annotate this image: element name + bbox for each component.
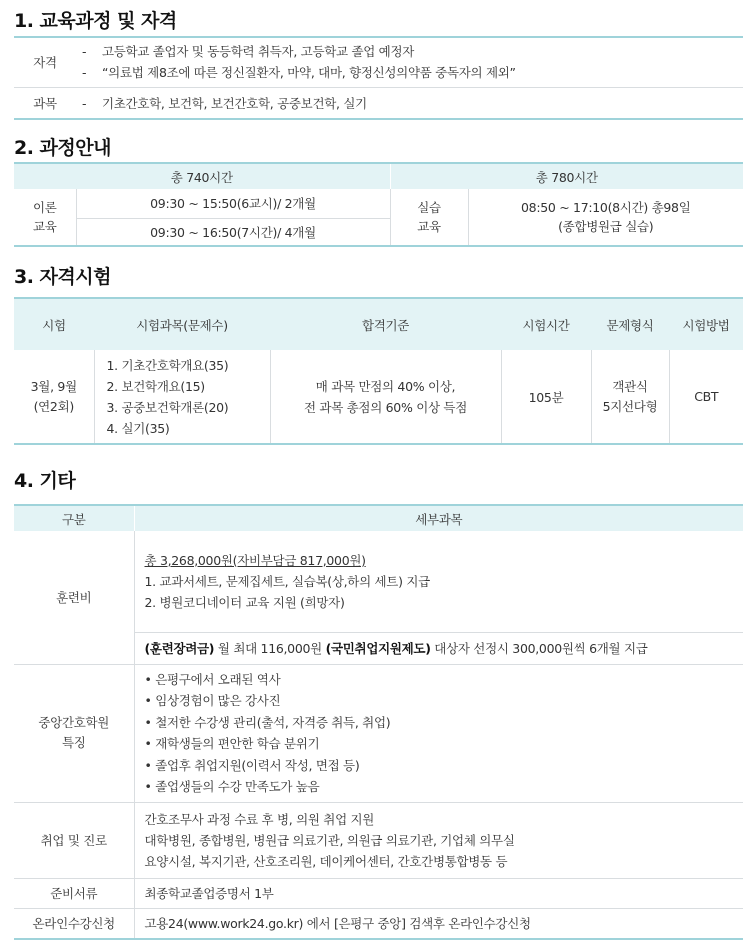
list-item: • 철저한 수강생 관리(출석, 자격증 취득, 취업) (145, 712, 738, 734)
section-3-title: 3. 자격시험 (14, 266, 111, 288)
header-cell: 시험방법 (682, 317, 730, 333)
exam-time: 105분 (501, 350, 591, 444)
table-row (14, 908, 743, 939)
feature-list (134, 664, 743, 802)
pass-criteria: 매 과목 만점의 40% 이상, 전 과목 총점의 60% 이상 득점 (270, 350, 501, 444)
list-item: • 은평구에서 오래된 역사 (145, 669, 738, 691)
online-label: 온라인수강신청 (14, 908, 134, 939)
fee-subsidy: (훈련장려금) 월 최대 116,000원 (국민취업지원제도) 대상자 선정시 300,000원씩 6개월 지급 (134, 632, 743, 664)
online-value: 고용24(www.work24.go.kr) 에서 [은평구 중앙] 검색후 온라인수강신청 (134, 908, 743, 939)
header-cell: 세부과목 (134, 505, 743, 531)
theory-schedule: 09:30 ~ 15:50(6교시)/ 2개월 (76, 189, 390, 218)
list-item: 요양시설, 복지기관, 산호조리원, 데이케어센터, 간호간병통합병동 등 (144, 853, 508, 869)
table-row (14, 37, 743, 87)
list-item: 2. 병원코디네이터 교육 지원 (희망자) (144, 594, 345, 610)
table-header-row (14, 298, 743, 350)
table-row (14, 878, 743, 908)
header-cell: 시험시간 (522, 317, 570, 333)
theory-total: 총 740시간 (170, 169, 233, 185)
table-row (14, 664, 743, 802)
list-item: - 고등학교 졸업자 및 동등학력 취득자, 고등학교 졸업 예정자 (82, 44, 414, 60)
header-cell: 구분 (61, 511, 86, 527)
list-item: 2. 보건학개요(15) (106, 378, 205, 394)
list-item: 4. 실기(35) (106, 420, 170, 436)
fee-total: 총 3,268,000원(자비부담금 817,000원) (144, 552, 366, 568)
fee-details (134, 531, 743, 632)
practice-schedule: 08:50 ~ 17:10(8시간) 총98일 (종합병원급 실습) (468, 189, 743, 246)
exam-method: CBT (669, 350, 743, 444)
table-row (14, 531, 743, 632)
course-table (14, 162, 743, 247)
exam-table (14, 297, 743, 445)
row-label-subjects: 과목 (14, 87, 76, 119)
table-row (14, 87, 743, 119)
career-list (134, 802, 743, 878)
theory-schedule: 09:30 ~ 16:50(7시간)/ 4개월 (76, 218, 390, 246)
list-item: • 졸업생들의 수강 만족도가 높음 (145, 776, 738, 798)
career-label: 취업 및 진로 (14, 802, 134, 878)
section-1-title: 1. 교육과정 및 자격 (14, 10, 177, 32)
fee-label: 훈련비 (56, 590, 92, 606)
section-4-title: 4. 기타 (14, 470, 76, 492)
list-item: 1. 교과서세트, 문제집세트, 실습복(상,하의 세트) 지급 (144, 573, 430, 589)
list-item: - 기초간호학, 보건학, 보건간호학, 공중보건학, 실기 (76, 87, 743, 119)
docs-label: 준비서류 (14, 878, 134, 908)
list-item: 대학병원, 종합병원, 병원급 의료기관, 의원급 의료기관, 기업체 의무실 (144, 832, 515, 848)
theory-label: 이론 교육 (32, 200, 57, 234)
docs-value: 최종학교졸업증명서 1부 (134, 878, 743, 908)
list-item: 3. 공중보건학개론(20) (106, 399, 229, 415)
exam-subjects (94, 350, 270, 444)
header-cell: 합격기준 (361, 317, 410, 333)
list-item: • 재학생들의 편안한 학습 분위기 (145, 733, 738, 755)
list-item: • 임상경험이 많은 강사진 (145, 690, 738, 712)
exam-format: 객관식 5지선다형 (591, 350, 669, 444)
list-item: 간호조무사 과정 수료 후 병, 의원 취업 지원 (144, 811, 375, 827)
qualification-table (14, 36, 743, 120)
table-header-row (14, 163, 743, 189)
row-label-qualification: 자격 (33, 55, 57, 71)
section-2-title: 2. 과정안내 (14, 137, 111, 159)
header-cell: 문제형식 (606, 317, 654, 333)
table-row (14, 802, 743, 878)
header-cell: 시험 (42, 317, 66, 333)
table-row (14, 350, 743, 444)
practice-total: 총 780시간 (390, 163, 743, 189)
etc-table (14, 504, 743, 940)
header-cell: 시험과목(문제수) (136, 317, 228, 333)
practice-label: 실습 교육 (390, 189, 468, 246)
table-header-row (14, 505, 743, 531)
list-item: 1. 기초간호학개요(35) (106, 357, 229, 373)
exam-schedule: 3월, 9월 (연2회) (30, 378, 77, 414)
table-row (14, 189, 743, 218)
list-item: - “의료법 제8조에 따른 정신질환자, 마약, 대마, 향정신성의약품 중독자의 제외” (82, 65, 516, 81)
list-item: • 졸업후 취업지원(이력서 작성, 면접 등) (145, 755, 738, 777)
feature-label: 중앙간호학원 특징 (14, 664, 134, 802)
